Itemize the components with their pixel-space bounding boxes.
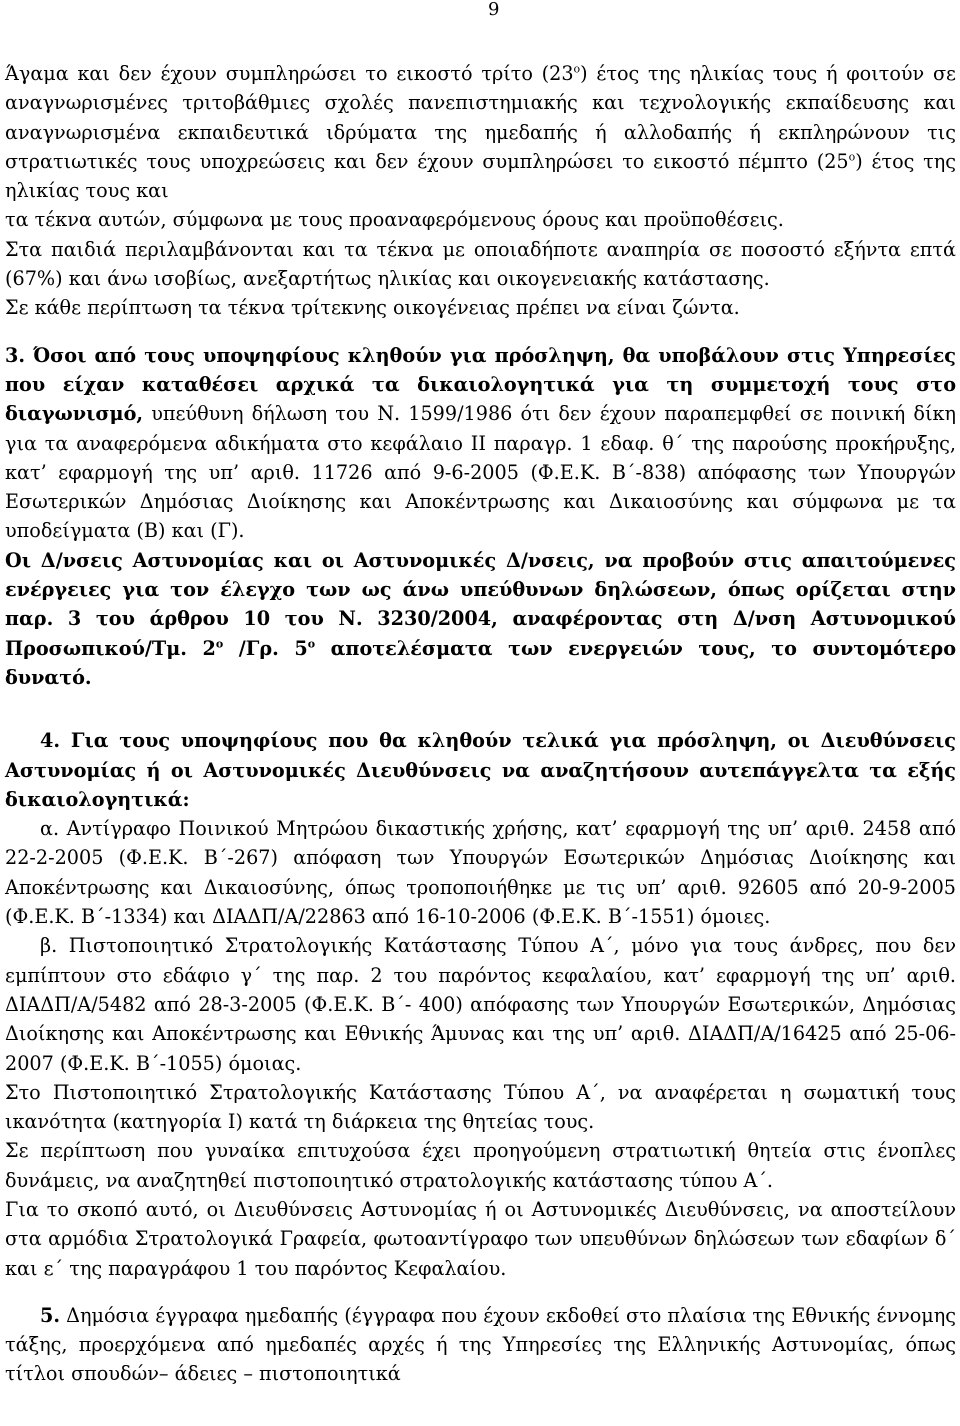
text-run: ) έτος της ηλικίας τους και bbox=[5, 149, 956, 203]
superscript-text: ο bbox=[848, 150, 856, 164]
paragraph bbox=[5, 1301, 956, 1389]
paragraph bbox=[5, 1195, 956, 1283]
text-run: β. Πιστοποιητικό Στρατολογικής Κατάστασης Τύπου Α΄, μόνο για τους άνδρες, που δεν εμπίπτουν στο εδάφιο γ΄ της παρ. 2 του παρόντος κεφαλαίου, κατ’ εφαρμογή της υπ’ αριθ. ΔΙΑΔΠ/Α/5482 από 28-3-2005 (Φ.Ε.Κ. Β΄- 400) απόφασης των Υπουργών Εσωτερικών, Δημόσιας Διοίκησης και Αποκέντρωσης και Εθνικής Άμυνας και της υπ’ αριθ. ΔΙΑΔΠ/Α/16425 από 25-06-2007 (Φ.Ε.Κ. Β΄-1055) όμοιας. bbox=[5, 934, 956, 1075]
bold-text: αποτελέσματα των ενεργειών τους, το συντομότερο δυνατό. bbox=[5, 636, 956, 689]
paragraph bbox=[5, 726, 956, 814]
bold-text: Οι Δ/νσεις Αστυνομίας και οι Αστυνομικές Δ/νσεις, να προβούν στις απαιτούμενες ενέργειες για τον έλεγχο των ως άνω υπεύθυνων δηλώσεων, όπως ορίζεται στην παρ. 3 του άρθρου 10 του Ν. 3230/2004, αναφέροντας στη Δ/νση Αστυνομικού Προσωπικού/Τμ. 2 bbox=[5, 548, 956, 660]
text-run: Δημόσια έγγραφα ημεδαπής (έγγραφα που έχουν εκδοθεί στο πλαίσια της Εθνικής έννομης τάξης, προερχόμενα από ημεδαπές αρχές ή της Υπηρεσίες της Ελληνικής Αστυνομίας, όπως τίτλοι σπουδών– άδειες – πιστοποιητικά bbox=[5, 1303, 956, 1386]
text-run: Σε κάθε περίπτωση τα τέκνα τρίτεκνης οικογένειας πρέπει να είναι ζώντα. bbox=[5, 296, 740, 320]
paragraph bbox=[5, 341, 956, 546]
paragraph bbox=[5, 1078, 956, 1137]
paragraph bbox=[5, 814, 956, 931]
bold-text: 3. Όσοι από τους υποψηφίους κληθούν για πρόσληψη, θα υποβάλουν στις Υπηρεσίες που είχαν καταθέσει αρχικά τα δικαιολογητικά για τη συμμετοχή τους στο διαγωνισμό, bbox=[5, 343, 956, 426]
paragraph bbox=[5, 1136, 956, 1195]
text-run: Στα παιδιά περιλαμβάνονται και τα τέκνα με οποιαδήποτε αναπηρία σε ποσοστό εξήντα επτά (67%) και άνω ισοβίως, ανεξαρτήτως ηλικίας και οικογενειακής κατάστασης. bbox=[5, 237, 956, 291]
paragraph bbox=[5, 293, 956, 322]
paragraph bbox=[5, 205, 956, 234]
text-run: Για το σκοπό αυτό, οι Διευθύνσεις Αστυνομίας ή οι Αστυνομικές Διευθύνσεις, να αποστείλουν στα αρμόδια Στρατολογικά Γραφεία, φωτοαντίγραφο των υπευθύνων δηλώσεων των εδαφίων δ΄ και ε΄ της παραγράφου 1 του παρόντος Κεφαλαίου. bbox=[5, 1197, 956, 1280]
paragraph bbox=[5, 235, 956, 294]
paragraph-spacer bbox=[5, 1283, 956, 1301]
superscript-text: ο bbox=[573, 62, 581, 76]
text-run: υπεύθυνη δήλωση του Ν. 1599/1986 ότι δεν έχουν παραπεμφθεί σε ποινική δίκη για τα αναφερόμενα αδικήματα στο κεφάλαιο ΙΙ παραγρ. 1 εδαφ. θ΄ της παρούσης προκήρυξης, κατ’ εφαρμογή της υπ’ αριθ. 11726 από 9-6-2005 (Φ.Ε.Κ. Β΄-838) απόφασης των Υπουργών Εσωτερικών Δημόσιας Διοίκησης και Αποκέντρωσης και Δικαιοσύνης και σύμφωνα με τα υποδείγματα (Β) και (Γ). bbox=[5, 402, 956, 543]
text-run: Σε περίπτωση που γυναίκα επιτυχούσα έχει προηγούμενη στρατιωτική θητεία στις ένοπλες δυνάμεις, να αναζητηθεί πιστοποιητικό στρατολογικής κατάστασης τύπου Α΄. bbox=[5, 1139, 956, 1192]
paragraph-spacer bbox=[5, 323, 956, 341]
paragraph-spacer bbox=[5, 692, 956, 726]
superscript-text: ο bbox=[307, 637, 316, 651]
bold-text: /Γρ. 5 bbox=[223, 636, 308, 660]
text-run: ) έτος της ηλικίας τους ή φοιτούν σε αναγνωρισμένες τριτοβάθμιες σχολές πανεπιστημιακής και τεχνολογικής εκπαίδευσης και αναγνωρισμένα εκπαιδευτικά ιδρύματα της ημεδαπής ή αλλοδαπής ή εκπληρώνουν τις στρατιωτικές τους υποχρεώσεις και δεν έχουν συμπληρώσει το εικοστό πέμπτο (25 bbox=[5, 62, 956, 173]
document-body bbox=[5, 59, 956, 1389]
paragraph bbox=[5, 546, 956, 692]
superscript-text: ο bbox=[215, 637, 224, 651]
bold-text: 4. Για τους υποψηφίους που θα κληθούν τελικά για πρόσληψη, οι Διευθύνσεις Αστυνομίας ή οι Αστυνομικές Διευθύνσεις να αναζητήσουν αυτεπάγγελτα τα εξής δικαιολογητικά: bbox=[5, 729, 956, 811]
paragraph bbox=[5, 931, 956, 1077]
text-run: Άγαμα και δεν έχουν συμπληρώσει το εικοστό τρίτο (23 bbox=[5, 62, 574, 85]
bold-text: 5. bbox=[40, 1303, 61, 1327]
text-run: τα τέκνα αυτών, σύμφωνα με τους προαναφερόμενους όρους και προϋποθέσεις. bbox=[5, 208, 784, 232]
page-number: 9 bbox=[488, 0, 500, 20]
paragraph bbox=[5, 59, 956, 205]
text-run: α. Αντίγραφο Ποινικού Μητρώου δικαστικής χρήσης, κατ’ εφαρμογή της υπ’ αριθ. 2458 από 22-2-2005 (Φ.Ε.Κ. Β΄-267) απόφαση των Υπουργών Εσωτερικών Δημόσιας Διοίκησης και Αποκέντρωσης και Δικαιοσύνης, όπως τροποποιήθηκε με τις υπ’ αριθ. 92605 από 20-9-2005 (Φ.Ε.Κ. Β΄-1334) και ΔΙΑΔΠ/Α/22863 από 16-10-2006 (Φ.Ε.Κ. Β΄-1551) όμοιες. bbox=[5, 817, 956, 929]
text-run: Στο Πιστοποιητικό Στρατολογικής Κατάστασης Τύπου Α΄, να αναφέρεται η σωματική τους ικανότητα (κατηγορία Ι) κατά τη διάρκεια της θητείας τους. bbox=[5, 1080, 956, 1134]
